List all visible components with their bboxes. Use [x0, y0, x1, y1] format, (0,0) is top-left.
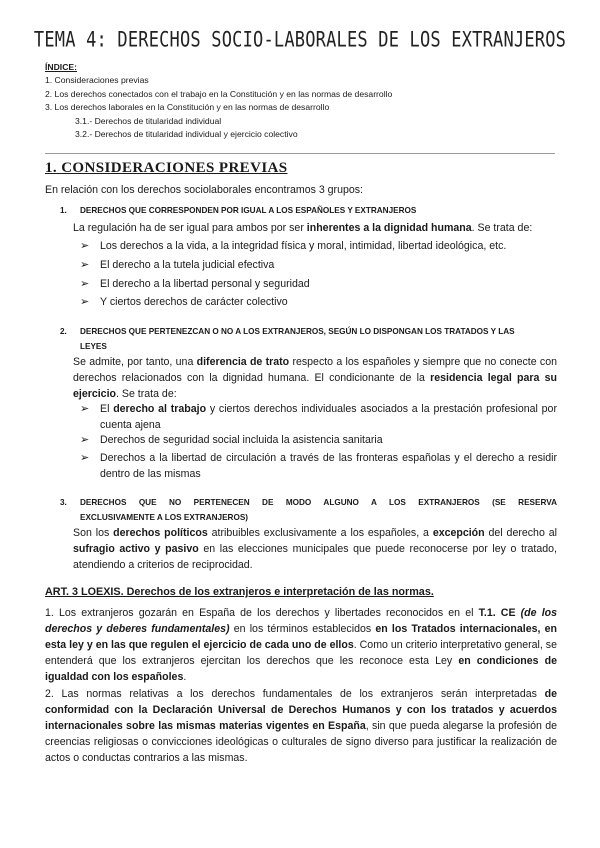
group-1-paragraph: La regulación ha de ser igual para ambos por ser inherentes a la dignidad humana. Se trata de:	[73, 222, 533, 234]
group-2-number: 2.	[60, 327, 67, 336]
group-1-number: 1.	[60, 206, 67, 215]
index-subitem-3-1: 3.1.- Derechos de titularidad individual	[75, 115, 222, 126]
article-3-paragraph-2: 2. Las normas relativas a los derechos fundamentales de los extranjeros serán interpretadas de conformidad con la Declaración Universal de Derechos Humanos y con los tratados y acuerdos internacionales sobre las mismas materias vigentes en España, sin que pueda alegarse la profesión de creencias religiosas o convicciones ideológicas o culturales de signo diverso para justificar la realización de actos o conductas contrarios a las mismas.	[45, 688, 557, 764]
index-item-3: 3. Los derechos laborales en la Constitución y en las normas de desarrollo	[45, 102, 330, 113]
arrowhead-bullet-icon: ➢	[80, 403, 90, 415]
article-3-paragraph-1: 1. Los extranjeros gozarán en España de los derechos y libertades reconocidos en el T.1. CE (de los derechos y deberes fundamentales) en los términos establecidos en los Tratados internacionales, en esta ley y en las que regulen el ejercicio de cada uno de ellos. Como un criterio interpretativo general, se entenderá que los extranjeros ejercitan los derechos que les reconoce esta Ley en condiciones de igualdad con los españoles.	[45, 607, 557, 683]
list-item: ➢ Derechos a la libertad de circulación a través de las fronteras españolas y el derecho a residir dentro de las mismas	[80, 452, 557, 480]
group-3-paragraph: Son los derechos políticos atribuibles exclusivamente a los españoles, a excepción del derecho al sufragio activo y pasivo en las elecciones municipales que puede reconocerse por ley o tratado, atendiendo a criterios de reciprocidad.	[73, 527, 557, 571]
horizontal-divider	[45, 153, 555, 154]
table-of-contents	[45, 61, 392, 141]
index-subitem-3-2: 3.2.- Derechos de titularidad individual y ejercicio colectivo	[75, 129, 298, 140]
arrowhead-bullet-icon: ➢	[80, 259, 90, 271]
index-item-2: 2. Los derechos conectados con el trabajo en la Constitución y en las normas de desarrollo	[45, 88, 393, 99]
section-1-intro: En relación con los derechos sociolaborales encontramos 3 grupos:	[45, 184, 363, 196]
document-title: TEMA 4: DERECHOS SOCIO-LABORALES DE LOS EXTRANJEROS	[33, 27, 567, 53]
group-1-caption: DERECHOS QUE CORRESPONDEN POR IGUAL A LOS ESPAÑOLES Y EXTRANJEROS	[80, 206, 417, 215]
group-2-paragraph: Se admite, por tanto, una diferencia de trato respecto a los españoles y siempre que no conecte con derechos relacionados con la dignidad humana. El condicionante de la residencia legal para su ejercicio. Se trata de:	[73, 356, 557, 400]
arrowhead-bullet-icon: ➢	[80, 452, 90, 464]
group-2-caption-line-2: LEYES	[80, 342, 107, 351]
group-2-caption-line-1: DERECHOS QUE PERTENEZCAN O NO A LOS EXTRANJEROS, SEGÚN LO DISPONGAN LOS TRATADOS Y LAS	[80, 327, 515, 336]
arrowhead-bullet-icon: ➢	[80, 278, 90, 290]
group-3-caption-line-1: DERECHOS QUE NO PERTENECEN DE MODO ALGUNO A LOS EXTRANJEROS (SE RESERVA	[80, 498, 557, 507]
index-heading: ÍNDICE:	[45, 62, 77, 72]
section-1-heading: 1. CONSIDERACIONES PREVIAS	[45, 160, 288, 176]
group-3-number: 3.	[60, 498, 67, 507]
article-3-heading: ART. 3 LOEXIS. Derechos de los extranjeros e interpretación de las normas.	[45, 586, 434, 598]
document-page: TEMA 4: DERECHOS SOCIO-LABORALES DE LOS EXTRANJEROS ÍNDICE: 1. Consideraciones previas 2. Los derechos conectados con el trabajo en la Constitución y en las normas de desarrollo 3. Los derechos laborales en la Constitución y en las normas de desarrollo 3.1.- Derechos de titularidad individual 3.2.- Derechos de titularidad individual y ejercicio colectivo 1. CONSIDERACIONES PREVIAS En relación con los derechos sociolaborales encontramos 3 grupos: 1. DERECHOS QUE CORRESPONDEN POR IGUAL A LOS ESPAÑOLES Y EXTRANJEROS La regulación ha de ser igual para ambos por ser inherentes a la dignidad humana. Se trata de: ➢ Los derechos a la vida, a la integridad física y moral, intimidad, libertad ideológica, etc. ➢ El derecho a la tutela judicial efectiva ➢ El derecho a la libertad personal y seguridad ➢ Y ciertos derechos de carácter colectivo 2. DERECHOS QUE PERTENEZCAN O NO A LOS EXTRANJEROS, SEGÚN LO DISPONGAN LOS TRATADOS Y LAS LEYES Se admite, por tanto, una diferencia de trato respecto a los españoles y siempre que no conecte con derechos relacionados con la dignidad humana. El condicionante de la residencia legal para su ejercicio. Se trata de: ➢ El derecho al trabajo y ciertos derechos individuales asociados a la prestación profesional por cuenta ajena ➢ Derechos de seguridad social incluida la asistencia sanitaria ➢ Derechos a la libertad de circulación a través de las fronteras españolas y el derecho a residir dentro de las mismas 3. DERECHOS QUE NO PERTENECEN DE MODO ALGUNO A LOS EXTRANJEROS (SE RESERVA EXCLUSIVAMENTE A LOS EXTRANJEROS) Son los derechos políticos atribuibles exclusivamente a los españoles, a excepción del derecho al sufragio activo y pasivo en las elecciones municipales que puede reconocerse por ley o tratado, atendiendo a criterios de reciprocidad. ART. 3 LOEXIS. Derechos de los extranjeros e interpretación de las normas. 1. Los extranjeros gozarán en España de los derechos y libertades reconocidos en el T.1. CE (de los derechos y deberes fundamentales) en los términos establecidos en los Tratados internacionales, en esta ley y en las que regulen el ejercicio de cada uno de ellos. Como un criterio interpretativo general, se entenderá que los extranjeros ejercitan los derechos que les reconoce esta Ley en condiciones de igualdad con los españoles. 2. Las normas relativas a los derechos fundamentales de los extranjeros serán interpretadas de conformidad con la Declaración Universal de Derechos Humanos y con los tratados y acuerdos internacionales sobre las mismas materias vigentes en España, sin que pueda alegarse la profesión de creencias religiosas o convicciones ideológicas o culturales de signo diverso para justificar la realización de actos o conductas contrarios a las mismas.	[0, 0, 600, 848]
arrowhead-bullet-icon: ➢	[80, 296, 90, 308]
group-3-caption-line-2: EXCLUSIVAMENTE A LOS EXTRANJEROS)	[80, 513, 249, 522]
list-item: ➢ El derecho al trabajo y ciertos derechos individuales asociados a la prestación profesional por cuenta ajena	[80, 403, 557, 431]
arrowhead-bullet-icon: ➢	[80, 240, 90, 252]
index-item-1: 1. Consideraciones previas	[45, 75, 149, 86]
arrowhead-bullet-icon: ➢	[80, 434, 90, 446]
